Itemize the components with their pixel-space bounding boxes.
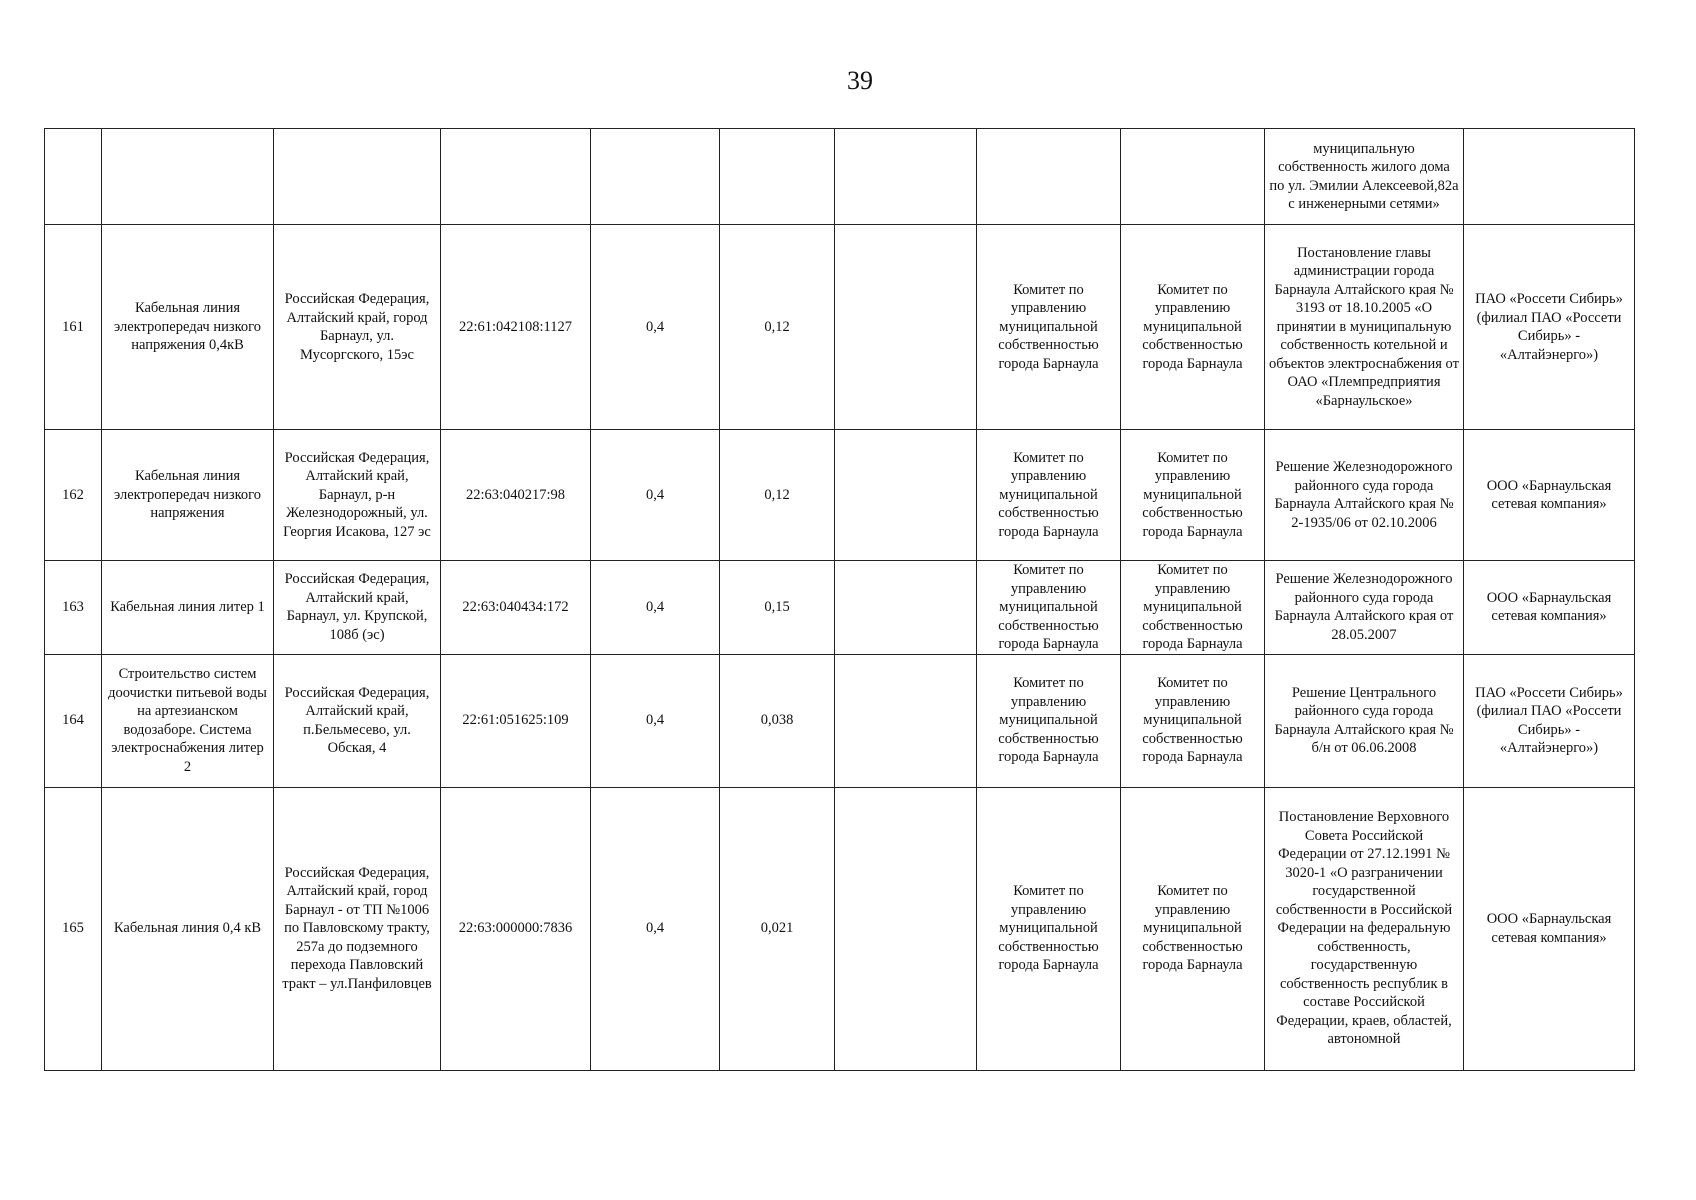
holder-b: Комитет по управлению муниципальной собственностью города Барнаула [1121, 430, 1265, 561]
page-number: 39 [847, 66, 873, 95]
ownership-basis: муниципальную собственность жилого дома по ул. Эмилии Алексеевой,82а с инженерными сетями» [1265, 129, 1464, 225]
object-name: Строительство систем доочистки питьевой воды на артезианском водозаборе. Система электроснабжения литер 2 [102, 654, 274, 787]
holder-b [1121, 129, 1265, 225]
holder-b: Комитет по управлению муниципальной собственностью города Барнаула [1121, 654, 1265, 787]
holder-a [977, 129, 1121, 225]
table-row [45, 787, 1635, 1070]
line-length: 0,12 [720, 225, 835, 430]
extra-cell [835, 430, 977, 561]
object-address [274, 129, 441, 225]
extra-cell [835, 654, 977, 787]
cadastral-number [441, 129, 591, 225]
object-name [102, 129, 274, 225]
cadastral-number: 22:63:040434:172 [441, 561, 591, 655]
object-name: Кабельная линия литер 1 [102, 561, 274, 655]
holder-b: Комитет по управлению муниципальной собственностью города Барнаула [1121, 561, 1265, 655]
ownership-basis: Постановление Верховного Совета Российской Федерации от 27.12.1991 № 3020-1 «О разграничении государственной собственности в Российской Федерации на федеральную собственность, государственную собственность республик в составе Российской Федерации, краев, областей, автономной [1265, 787, 1464, 1070]
holder-b: Комитет по управлению муниципальной собственностью города Барнаула [1121, 787, 1265, 1070]
ownership-basis: Решение Центрального районного суда города Барнаула Алтайского края № б/н от 06.06.2008 [1265, 654, 1464, 787]
voltage: 0,4 [591, 430, 720, 561]
line-length: 0,021 [720, 787, 835, 1070]
line-length [720, 129, 835, 225]
ownership-basis: Постановление главы администрации города Барнаула Алтайского края № 3193 от 18.10.2005 «О принятии в муниципальную собственность котельной и объектов электроснабжения от ОАО «Племпредприятия «Барнаульское» [1265, 225, 1464, 430]
cadastral-number: 22:63:040217:98 [441, 430, 591, 561]
table-row [45, 561, 1635, 655]
table-row-continuation [45, 129, 1635, 225]
ownership-basis: Решение Железнодорожного районного суда города Барнаула Алтайского края от 28.05.2007 [1265, 561, 1464, 655]
property-registry-table [44, 128, 1635, 1071]
row-number: 165 [45, 787, 102, 1070]
object-address: Российская Федерация, Алтайский край, Барнаул, р-н Железнодорожный, ул. Георгия Исакова, 127 эс [274, 430, 441, 561]
object-name: Кабельная линия электропередач низкого напряжения [102, 430, 274, 561]
voltage: 0,4 [591, 654, 720, 787]
object-address: Российская Федерация, Алтайский край, город Барнаул - от ТП №1006 по Павловскому тракту, 257а до подземного перехода Павловский тракт – ул.Панфиловцев [274, 787, 441, 1070]
row-number: 162 [45, 430, 102, 561]
cadastral-number: 22:61:051625:109 [441, 654, 591, 787]
cadastral-number: 22:63:000000:7836 [441, 787, 591, 1070]
table-row [45, 225, 1635, 430]
object-address: Российская Федерация, Алтайский край, город Барнаул, ул. Мусоргского, 15эс [274, 225, 441, 430]
operator: ООО «Барнаульская сетевая компания» [1464, 430, 1635, 561]
row-number: 164 [45, 654, 102, 787]
operator [1464, 129, 1635, 225]
extra-cell [835, 129, 977, 225]
holder-a: Комитет по управлению муниципальной собственностью города Барнаула [977, 561, 1121, 655]
cadastral-number: 22:61:042108:1127 [441, 225, 591, 430]
row-number: 163 [45, 561, 102, 655]
voltage: 0,4 [591, 787, 720, 1070]
operator: ООО «Барнаульская сетевая компания» [1464, 787, 1635, 1070]
operator: ООО «Барнаульская сетевая компания» [1464, 561, 1635, 655]
line-length: 0,12 [720, 430, 835, 561]
operator: ПАО «Россети Сибирь» (филиал ПАО «Россети Сибирь» - «Алтайэнерго») [1464, 654, 1635, 787]
holder-a: Комитет по управлению муниципальной собственностью города Барнаула [977, 430, 1121, 561]
holder-a: Комитет по управлению муниципальной собственностью города Барнаула [977, 787, 1121, 1070]
object-name: Кабельная линия 0,4 кВ [102, 787, 274, 1070]
voltage: 0,4 [591, 561, 720, 655]
holder-a: Комитет по управлению муниципальной собственностью города Барнаула [977, 654, 1121, 787]
table-row [45, 430, 1635, 561]
voltage [591, 129, 720, 225]
extra-cell [835, 561, 977, 655]
operator: ПАО «Россети Сибирь» (филиал ПАО «Россети Сибирь» - «Алтайэнерго») [1464, 225, 1635, 430]
extra-cell [835, 787, 977, 1070]
object-address: Российская Федерация, Алтайский край, Барнаул, ул. Крупской, 108б (эс) [274, 561, 441, 655]
line-length: 0,038 [720, 654, 835, 787]
object-address: Российская Федерация, Алтайский край, п.Бельмесево, ул. Обская, 4 [274, 654, 441, 787]
holder-b: Комитет по управлению муниципальной собственностью города Барнаула [1121, 225, 1265, 430]
object-name: Кабельная линия электропередач низкого напряжения 0,4кВ [102, 225, 274, 430]
row-number: 161 [45, 225, 102, 430]
holder-a: Комитет по управлению муниципальной собственностью города Барнаула [977, 225, 1121, 430]
table-row [45, 654, 1635, 787]
voltage: 0,4 [591, 225, 720, 430]
line-length: 0,15 [720, 561, 835, 655]
ownership-basis: Решение Железнодорожного районного суда города Барнаула Алтайского края № 2-1935/06 от 02.10.2006 [1265, 430, 1464, 561]
extra-cell [835, 225, 977, 430]
row-number [45, 129, 102, 225]
